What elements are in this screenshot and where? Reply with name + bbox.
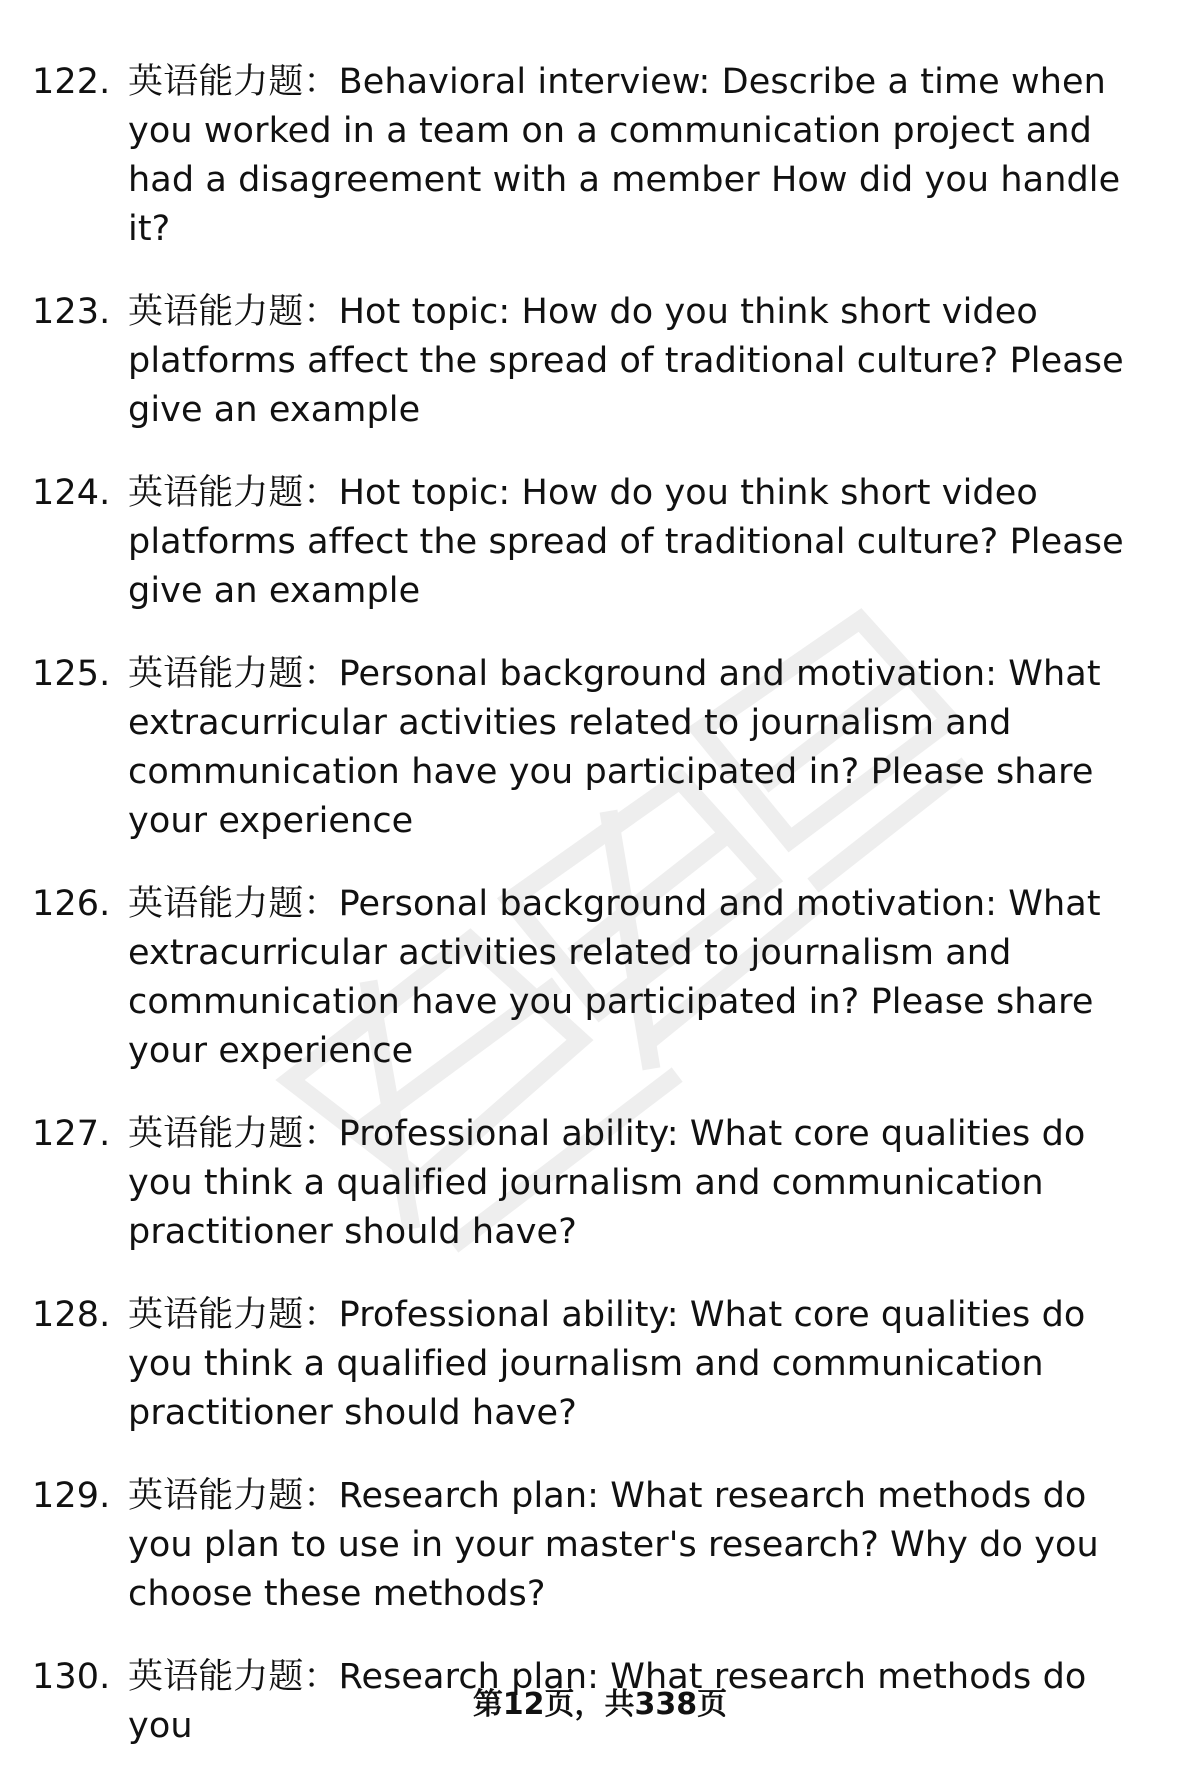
question-text: 英语能力题：Personal background and motivation: What extracurricular activities related to journalism and communication have you participated in? Please share your experience [128,654,1112,841]
question-item [0,880,1200,1076]
question-number: 128. [32,1295,111,1335]
page-footer [0,1685,1200,1725]
question-text: 英语能力题：Behavioral interview: Describe a time when you worked in a team on a communication project and had a disagreement with a member How did you handle it? [128,62,1132,249]
question-number: 126. [32,884,111,924]
question-item [0,1472,1200,1619]
question-number: 127. [32,1114,111,1154]
question-number: 129. [32,1476,111,1516]
page-number-label: 第12页，共338页 [472,1687,728,1722]
question-text: 英语能力题：Research plan: What research methods do you [128,1657,1098,1746]
question-text: 英语能力题：Research plan: What research methods do you plan to use in your master's research? Why do you choose these methods? [128,1476,1111,1614]
question-item [0,58,1200,254]
question-number: 124. [32,473,111,513]
question-text: 英语能力题：Hot topic: How do you think short video platforms affect the spread of traditional culture? Please give an example [128,473,1135,611]
question-text: 英语能力题：Personal background and motivation: What extracurricular activities related to journalism and communication have you participated in? Please share your experience [128,884,1112,1071]
question-number: 130. [32,1657,111,1697]
question-text: 英语能力题：Hot topic: How do you think short video platforms affect the spread of traditional culture? Please give an example [128,292,1135,430]
question-item [0,1291,1200,1438]
question-text: 英语能力题：Professional ability: What core qualities do you think a qualified journalism and communication practitioner should have? [128,1114,1097,1252]
question-number: 122. [32,62,111,102]
question-number: 123. [32,292,111,332]
question-item [0,469,1200,616]
question-number: 125. [32,654,111,694]
question-item [0,650,1200,846]
question-text: 英语能力题：Professional ability: What core qualities do you think a qualified journalism and communication practitioner should have? [128,1295,1097,1433]
question-item [0,1110,1200,1257]
question-list [0,58,1200,1785]
question-item [0,288,1200,435]
